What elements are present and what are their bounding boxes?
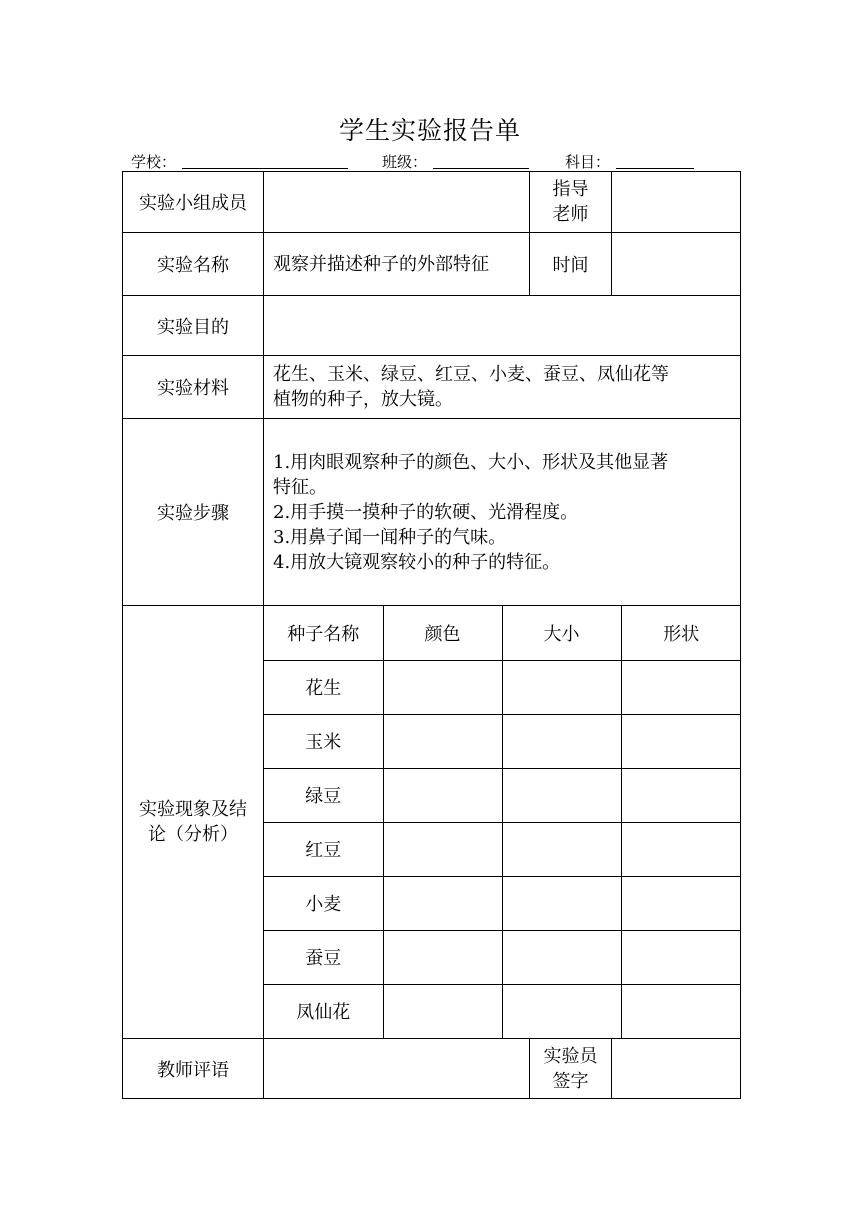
seed-name: 红豆 [264, 822, 383, 876]
result-row [123, 606, 741, 1039]
teacher-label-line2: 老师 [552, 204, 589, 225]
shape-cell[interactable] [621, 822, 741, 876]
comment-value[interactable] [264, 1039, 530, 1099]
result-label-line2: 论（分析） [148, 824, 238, 845]
table-row [264, 876, 741, 930]
size-cell[interactable] [502, 660, 621, 714]
shape-cell[interactable] [621, 660, 741, 714]
color-cell[interactable] [383, 930, 502, 984]
members-value[interactable] [264, 172, 530, 233]
materials-value [264, 356, 741, 419]
school-blank[interactable] [182, 168, 348, 169]
seed-name: 凤仙花 [264, 984, 383, 1038]
table-row [264, 822, 741, 876]
result-label [123, 606, 264, 1039]
seed-name: 玉米 [264, 714, 383, 768]
comment-label: 教师评语 [123, 1039, 264, 1099]
materials-row [123, 356, 741, 419]
teacher-label-line1: 指导 [552, 179, 589, 200]
subject-blank[interactable] [616, 168, 694, 169]
steps-label: 实验步骤 [123, 419, 264, 606]
size-cell[interactable] [502, 930, 621, 984]
color-cell[interactable] [383, 714, 502, 768]
result-label-line1: 实验现象及结 [139, 799, 247, 820]
color-cell[interactable] [383, 822, 502, 876]
shape-cell[interactable] [621, 930, 741, 984]
signer-label [530, 1039, 612, 1099]
table-row [264, 984, 741, 1038]
steps-row [123, 419, 741, 606]
table-row [264, 768, 741, 822]
purpose-value[interactable] [264, 296, 741, 356]
step-line: 1.用肉眼观察种子的颜色、大小、形状及其他显著 [273, 451, 669, 473]
color-cell[interactable] [383, 660, 502, 714]
purpose-label: 实验目的 [123, 296, 264, 356]
signer-value[interactable] [612, 1039, 741, 1099]
step-line: 特征。 [273, 476, 327, 498]
school-label: 学校： [131, 153, 177, 171]
purpose-row [123, 296, 741, 356]
step-line: 3.用鼻子闻一闻种子的气味。 [273, 526, 507, 548]
seed-name: 蚕豆 [264, 930, 383, 984]
class-label: 班级： [382, 153, 428, 171]
time-value[interactable] [612, 233, 741, 296]
seed-name: 绿豆 [264, 768, 383, 822]
page-title: 学生实验报告单 [338, 116, 521, 145]
members-label: 实验小组成员 [123, 172, 264, 233]
color-cell[interactable] [383, 876, 502, 930]
size-cell[interactable] [502, 984, 621, 1038]
observation-table [264, 606, 741, 1038]
teacher-label [530, 172, 612, 233]
materials-label: 实验材料 [123, 356, 264, 419]
report-table [122, 171, 741, 1099]
observation-cell [264, 606, 741, 1039]
seed-name: 小麦 [264, 876, 383, 930]
signer-label-line2: 签字 [552, 1070, 589, 1092]
header-color: 颜色 [383, 606, 502, 660]
size-cell[interactable] [502, 876, 621, 930]
size-cell[interactable] [502, 768, 621, 822]
comment-row [123, 1039, 741, 1099]
header-seed-name: 种子名称 [264, 606, 383, 660]
header-size: 大小 [502, 606, 621, 660]
steps-value [264, 419, 741, 606]
step-line: 4.用放大镜观察较小的种子的特征。 [273, 551, 561, 573]
members-row [123, 172, 741, 233]
shape-cell[interactable] [621, 768, 741, 822]
teacher-value[interactable] [612, 172, 741, 233]
observation-header-row [264, 606, 741, 660]
size-cell[interactable] [502, 822, 621, 876]
name-value: 观察并描述种子的外部特征 [264, 233, 530, 296]
name-label: 实验名称 [123, 233, 264, 296]
color-cell[interactable] [383, 768, 502, 822]
shape-cell[interactable] [621, 876, 741, 930]
table-row [264, 930, 741, 984]
materials-line-2: 植物的种子，放大镜。 [273, 389, 453, 410]
subject-label: 科目： [565, 153, 611, 171]
size-cell[interactable] [502, 714, 621, 768]
table-row [264, 714, 741, 768]
materials-line-1: 花生、玉米、绿豆、红豆、小麦、蚕豆、凤仙花等 [273, 364, 669, 385]
seed-name: 花生 [264, 660, 383, 714]
color-cell[interactable] [383, 984, 502, 1038]
class-blank[interactable] [433, 168, 529, 169]
table-row [264, 660, 741, 714]
header-shape: 形状 [621, 606, 741, 660]
time-label: 时间 [530, 233, 612, 296]
step-line: 2.用手摸一摸种子的软硬、光滑程度。 [273, 501, 579, 523]
shape-cell[interactable] [621, 984, 741, 1038]
signer-label-line1: 实验员 [543, 1045, 598, 1067]
shape-cell[interactable] [621, 714, 741, 768]
name-row [123, 233, 741, 296]
